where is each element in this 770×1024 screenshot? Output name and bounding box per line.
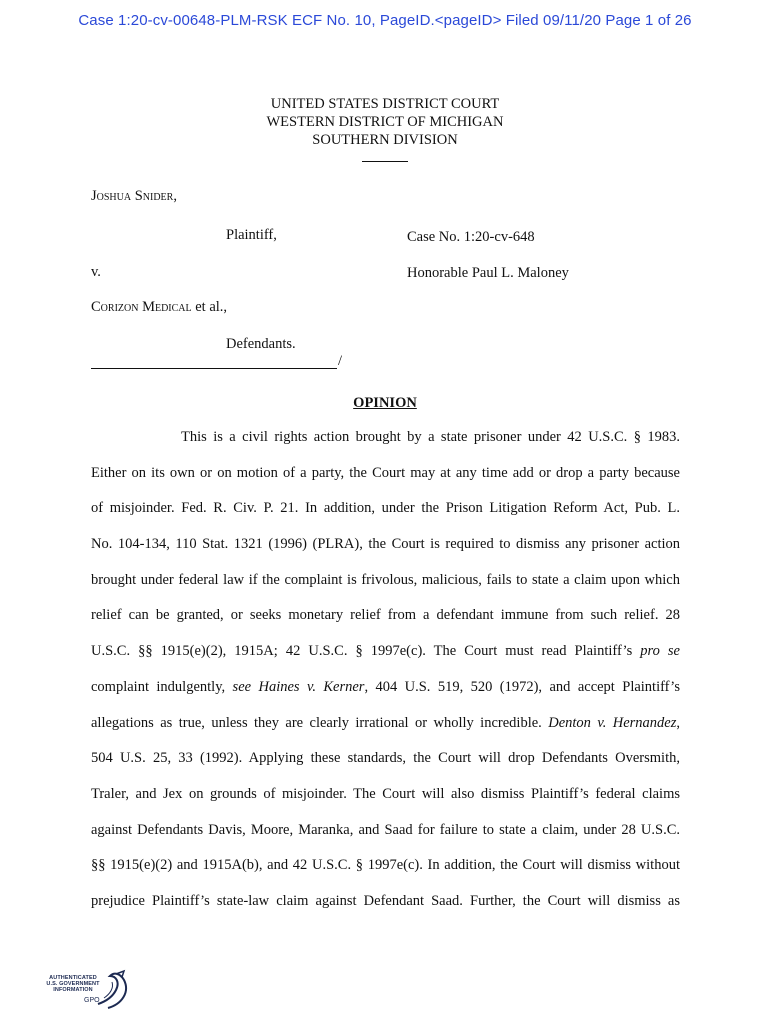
- body-line: No. 104-134, 110 Stat. 1321 (1996) (PLRA), the Court is required to dismiss any prisoner action: [91, 536, 680, 553]
- court-name: UNITED STATES DISTRICT COURT: [270, 96, 500, 112]
- opinion-body: [91, 426, 680, 926]
- gpo-seal-text: [44, 975, 102, 993]
- ecf-header: Case 1:20-cv-00648-PLM-RSK ECF No. 10, PageID.<pageID> Filed 09/11/20 Page 1 of 26: [78, 12, 692, 29]
- body-text-run: complaint indulgently,: [91, 678, 233, 695]
- body-line: prejudice Plaintiff’s state-law claim against Defendant Saad. Further, the Court will dismiss as: [91, 892, 680, 909]
- court-heading: [0, 95, 770, 167]
- body-line: brought under federal law if the complaint is frivolous, malicious, fails to state a claim upon which: [91, 571, 680, 588]
- body-line: [91, 640, 680, 676]
- court-division: SOUTHERN DIVISION: [312, 132, 458, 148]
- plaintiff-role: Plaintiff,: [226, 227, 277, 243]
- case-citation: see Haines v. Kerner: [232, 678, 365, 695]
- versus: v.: [91, 264, 101, 280]
- judge-name: Honorable Paul L. Maloney: [407, 265, 569, 281]
- heading-rule: [362, 152, 408, 162]
- body-line: against Defendants Davis, Moore, Maranka, and Saad for failure to state a claim, under 28 U.S.C.: [91, 821, 680, 838]
- body-text-run: allegations as true, unless they are clearly irrational or wholly incredible.: [91, 714, 549, 731]
- defendant-name-main: Corizon Medical: [91, 299, 192, 315]
- gpo-seal-line: AUTHENTICATED: [49, 975, 97, 981]
- body-line: [91, 676, 680, 712]
- defendant-name: [91, 299, 227, 316]
- gpo-seal-line: U.S. GOVERNMENT: [46, 981, 100, 987]
- body-line: This is a civil rights action brought by a state prisoner under 42 U.S.C. § 1983.: [181, 429, 680, 445]
- defendant-name-suffix: et al.,: [191, 299, 228, 315]
- caption-rule: [91, 368, 337, 369]
- body-text-run: U.S.C. §§ 1915(e)(2), 1915A; 42 U.S.C. § 1997e(c). The Court must read Plaintiff’s: [91, 643, 641, 660]
- gpo-seal-label: GPO: [84, 997, 100, 1004]
- body-italic-run: pro se: [640, 643, 680, 660]
- court-district: WESTERN DISTRICT OF MICHIGAN: [266, 114, 504, 130]
- body-text-run: , 404 U.S. 519, 520 (1972), and accept Plaintiff’s: [364, 678, 680, 695]
- body-line: of misjoinder. Fed. R. Civ. P. 21. In addition, under the Prison Litigation Reform Act, Pub. L.: [91, 500, 680, 517]
- defendant-role: Defendants.: [226, 336, 296, 352]
- case-citation: Denton v. Hernandez: [548, 714, 677, 731]
- body-line: Traler, and Jex on grounds of misjoinder. The Court will also dismiss Plaintiff’s federal claims: [91, 785, 680, 802]
- body-line: relief can be granted, or seeks monetary relief from a defendant immune from such relief. 28: [91, 607, 680, 624]
- gpo-seal-line: INFORMATION: [53, 987, 93, 993]
- body-line: [91, 712, 680, 748]
- plaintiff-name: Joshua Snider,: [91, 188, 177, 204]
- body-line: 504 U.S. 25, 33 (1992). Applying these standards, the Court will drop Defendants Oversmith,: [91, 750, 680, 767]
- body-line: §§ 1915(e)(2) and 1915A(b), and 42 U.S.C. § 1997e(c). In addition, the Court will dismiss without: [91, 857, 680, 874]
- body-text-run: ,: [676, 714, 680, 731]
- case-number: Case No. 1:20-cv-648: [407, 229, 535, 245]
- opinion-title: OPINION: [353, 395, 417, 411]
- body-line: Either on its own or on motion of a party, the Court may at any time add or drop a party because: [91, 464, 680, 481]
- caption-slash: /: [338, 353, 343, 369]
